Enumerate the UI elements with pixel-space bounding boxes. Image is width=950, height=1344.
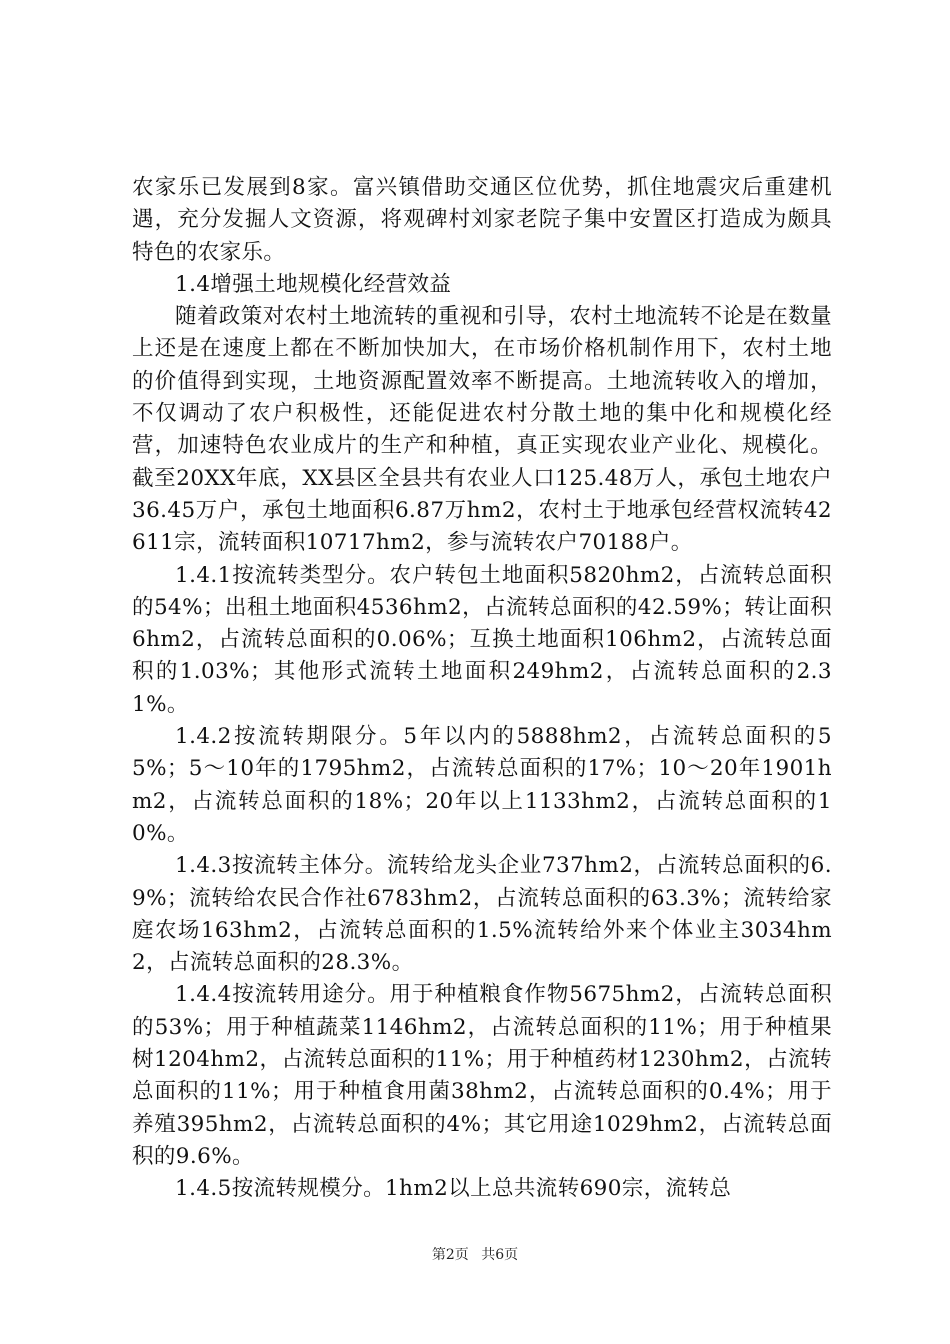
page-total: 共6页 — [481, 1247, 519, 1263]
paragraph-1-4-3: 1.4.3按流转主体分。流转给龙头企业737hm2，占流转总面积的6.9%；流转给农民合作社6783hm2，占流转总面积的63.3%；流转给家庭农场163hm2，占流转总面积的1.5%流转给外来个体业主3034hm2，占流转总面积的28.3%。 — [132, 853, 832, 976]
document-body — [132, 172, 832, 1206]
paragraph-continuation: 农家乐已发展到8家。富兴镇借助交通区位优势，抓住地震灾后重建机遇，充分发掘人文资源，将观碑村刘家老院子集中安置区打造成为颇具特色的农家乐。 — [132, 175, 832, 265]
paragraph-1-4-2: 1.4.2按流转期限分。5年以内的5888hm2，占流转总面积的55%；5～10年的1795hm2，占流转总面积的17%；10～20年1901hm2，占流转总面积的18%；20年以上1133hm2，占流转总面积的10%。 — [132, 724, 832, 846]
paragraph-1-4-5: 1.4.5按流转规模分。1hm2以上总共流转690宗，流转总 — [175, 1176, 732, 1202]
paragraph-land-transfer-overview: 随着政策对农村土地流转的重视和引导，农村土地流转不论是在数量上还是在速度上都在不断加快加大，在市场价格机制作用下，农村土地的价值得到实现，土地资源配置效率不断提高。土地流转收入的增加，不仅调动了农户积极性，还能促进农村分散土地的集中化和规模化经营，加速特色农业成片的生产和种植，真正实现农业产业化、规模化。截至20XX年底，XX县区全县共有农业人口125.48万人，承包土地农户36.45万户，承包土地面积6.87万hm2，农村土于地承包经营权流转42611宗，流转面积10717hm2，参与流转农户70188户。 — [132, 304, 833, 556]
page-number: 第2页 — [431, 1247, 469, 1263]
page-footer — [0, 1244, 950, 1264]
section-heading-1-4: 1.4增强土地规模化经营效益 — [175, 271, 452, 297]
paragraph-1-4-4: 1.4.4按流转用途分。用于种植粮食作物5675hm2，占流转总面积的53%；用于种植蔬菜1146hm2，占流转总面积的11%；用于种植果树1204hm2，占流转总面积的11%；用于种植药材1230hm2，占流转总面积的11%；用于种植食用菌38hm2，占流转总面积的0.4%；用于养殖395hm2，占流转总面积的4%；其它用途1029hm2，占流转总面积的9.6%。 — [132, 982, 832, 1169]
paragraph-1-4-1: 1.4.1按流转类型分。农户转包土地面积5820hm2，占流转总面积的54%；出租土地面积4536hm2，占流转总面积的42.59%；转让面积6hm2，占流转总面积的0.06%；互换土地面积106hm2，占流转总面积的1.03%；其他形式流转土地面积249hm2，占流转总面积的2.31%。 — [132, 562, 832, 717]
